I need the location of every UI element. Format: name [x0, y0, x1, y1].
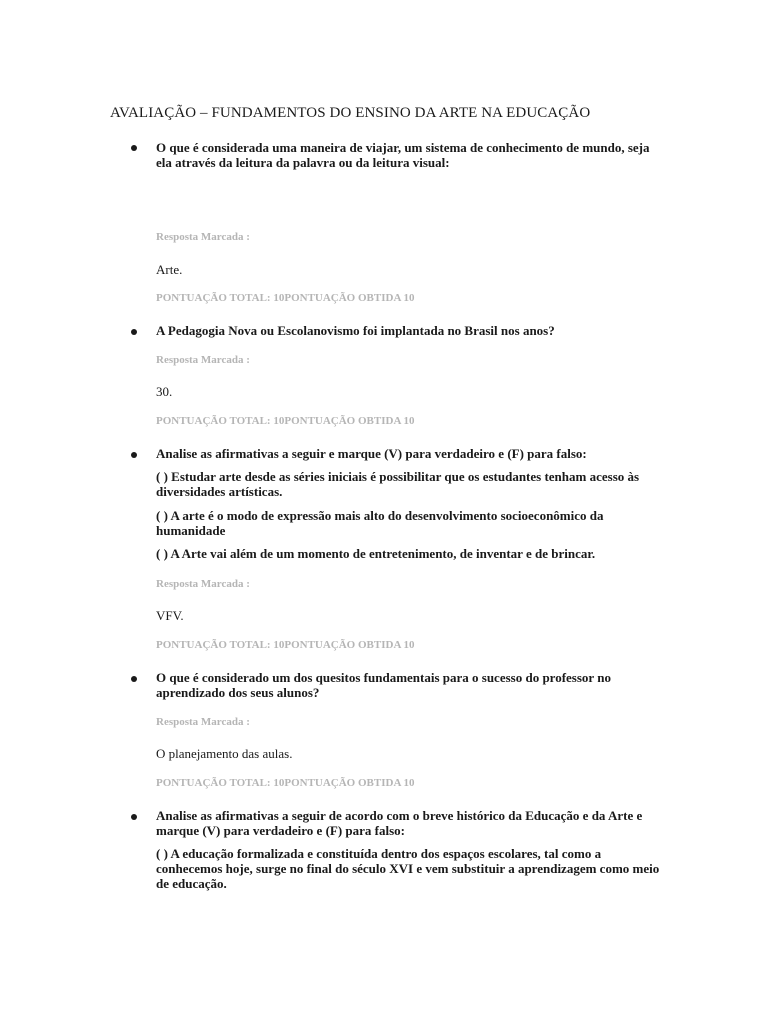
- question-text: Analise as afirmativas a seguir e marque (V) para verdadeiro e (F) para falso:: [156, 446, 587, 461]
- document-title: AVALIAÇÃO – FUNDAMENTOS DO ENSINO DA ARTE NA EDUCAÇÃO: [110, 105, 591, 121]
- question-text: O que é considerado um dos quesitos fundamentais para o sucesso do professor no aprendizado dos seus alunos?: [156, 670, 611, 700]
- response-label: Resposta Marcada :: [156, 716, 250, 728]
- response-label: Resposta Marcada :: [156, 231, 250, 243]
- score-text: PONTUAÇÃO TOTAL: 10PONTUAÇÃO OBTIDA 10: [156, 777, 415, 789]
- statement-item: ( ) A Arte vai além de um momento de entretenimento, de inventar e de brincar.: [156, 546, 596, 561]
- response-label: Resposta Marcada :: [156, 354, 250, 366]
- score-text: PONTUAÇÃO TOTAL: 10PONTUAÇÃO OBTIDA 10: [156, 415, 415, 427]
- question-text: O que é considerada uma maneira de viajar, um sistema de conhecimento de mundo, seja ela através da leitura da palavra ou da leitura visual:: [156, 140, 650, 170]
- bullet-icon: [131, 145, 137, 151]
- score-text: PONTUAÇÃO TOTAL: 10PONTUAÇÃO OBTIDA 10: [156, 639, 415, 651]
- answer-text: O planejamento das aulas.: [156, 746, 293, 761]
- bullet-icon: [131, 814, 137, 820]
- bullet-icon: [131, 329, 137, 335]
- score-text: PONTUAÇÃO TOTAL: 10PONTUAÇÃO OBTIDA 10: [156, 292, 415, 304]
- answer-text: Arte.: [156, 262, 183, 277]
- statement-item: ( ) Estudar arte desde as séries iniciais é possibilitar que os estudantes tenham acesso às diversidades artísticas.: [156, 469, 640, 499]
- statement-item: ( ) A arte é o modo de expressão mais alto do desenvolvimento socioeconômico da humanidade: [156, 508, 604, 538]
- bullet-icon: [131, 676, 137, 682]
- bullet-icon: [131, 452, 137, 458]
- question-text: A Pedagogia Nova ou Escolanovismo foi implantada no Brasil nos anos?: [156, 323, 555, 338]
- response-label: Resposta Marcada :: [156, 578, 250, 590]
- answer-text: VFV.: [156, 608, 184, 623]
- answer-text: 30.: [156, 384, 173, 399]
- question-text: Analise as afirmativas a seguir de acordo com o breve histórico da Educação e da Arte e marque (V) para verdadeiro e (F) para falso:: [156, 808, 643, 838]
- statement-item: ( ) A educação formalizada e constituída dentro dos espaços escolares, tal como a conhecemos hoje, surge no final do século XVI e vem substituir a aprendizagem como meio de educação.: [156, 846, 660, 891]
